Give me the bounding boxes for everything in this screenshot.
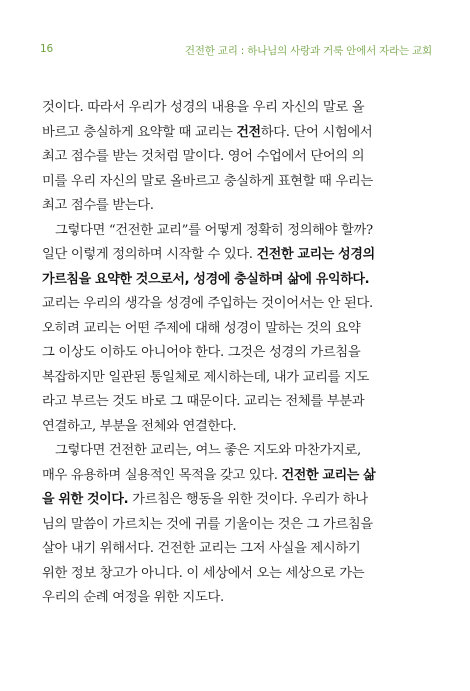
body-text [42, 96, 432, 611]
text-line [42, 170, 432, 195]
body-text-run: 가르침은 행동을 위한 것이다. 우리가 하나 [128, 492, 368, 507]
text-line [42, 121, 432, 146]
text-line [42, 268, 432, 293]
body-text-run: 라고 부르는 것도 바로 그 때문이다. 교리는 전체를 부분과 [42, 394, 365, 409]
text-line [42, 390, 432, 415]
body-text-run: 오히려 교리는 어떤 주제에 대해 성경이 말하는 것의 요약 [42, 320, 361, 336]
body-text-run: 것이다. 따라서 우리가 성경의 내용을 우리 자신의 말로 올 [42, 100, 365, 115]
body-text-run: 매우 유용하며 실용적인 목적을 갖고 있다. [42, 467, 282, 483]
text-line [42, 439, 432, 464]
body-text-run: 살아 내기 위해서다. 건전한 교리는 그저 사실을 제시하기 [42, 541, 361, 556]
text-line [42, 488, 432, 513]
text-line [42, 194, 432, 219]
text-line [42, 562, 432, 587]
body-text-run: 그 이상도 이하도 아니어야 한다. 그것은 성경의 가르침을 [42, 345, 361, 360]
text-line [42, 145, 432, 170]
text-line [42, 292, 432, 317]
text-line [42, 243, 432, 268]
body-text-run: 최고 점수를 받는다. [42, 198, 154, 213]
text-line [42, 415, 432, 440]
text-line [42, 341, 432, 366]
body-text-run: 교리는 우리의 생각을 성경에 주입하는 것이어서는 안 된다. [42, 296, 373, 311]
body-text-run: 그렇다면 건전한 교리는, 여느 좋은 지도와 마찬가지로, [55, 443, 361, 458]
body-text-run: 복잡하지만 일관된 통일체로 제시하는데, 내가 교리를 지도 [42, 369, 370, 385]
text-line [42, 366, 432, 391]
emphasis-text: 을 위한 것이다. [42, 492, 129, 507]
body-text-run: 최고 점수를 받는 것처럼 말이다. 영어 수업에서 단어의 의 [42, 149, 365, 164]
emphasis-text: 가르침을 요약한 것으로서, 성경에 충실하며 삶에 유익하다. [42, 271, 370, 287]
text-line [42, 317, 432, 342]
text-line [42, 513, 432, 538]
body-text-run: 님의 말씀이 가르치는 것에 귀를 기울이는 것은 그 가르침을 [42, 516, 373, 532]
emphasis-text: 건전한 교리는 성경의 [256, 247, 375, 262]
body-text-run: 우리의 순례 여정을 위한 지도다. [42, 590, 224, 605]
text-line [42, 96, 432, 121]
text-line [42, 586, 432, 611]
body-text-run: 연결하고, 부분을 전체와 연결한다. [42, 418, 237, 434]
body-text-run: 위한 정보 창고가 아니다. 이 세상에서 오는 세상으로 가는 [42, 565, 365, 581]
body-text-run: 바르고 충실하게 요약할 때 교리는 [42, 124, 237, 140]
text-line [42, 537, 432, 562]
body-text-run: 미를 우리 자신의 말로 올바르고 충실하게 표현할 때 우리는 [42, 173, 373, 189]
emphasis-text: 건전한 교리는 삶 [281, 467, 376, 483]
page-number: 16 [40, 43, 53, 55]
emphasis-text: 건전 [236, 124, 261, 140]
body-text-run: 그렇다면 “건전한 교리”를 어떻게 정확히 정의해야 할까? [55, 222, 373, 238]
page-header [40, 43, 432, 57]
text-line [42, 219, 432, 244]
running-title: 건전한 교리 : 하나님의 사랑과 거룩 안에서 자라는 교회 [184, 45, 432, 57]
text-line [42, 464, 432, 489]
body-text-run: 일단 이렇게 정의하며 시작할 수 있다. [42, 247, 257, 262]
body-text-run: 하다. 단어 시험에서 [260, 124, 373, 140]
